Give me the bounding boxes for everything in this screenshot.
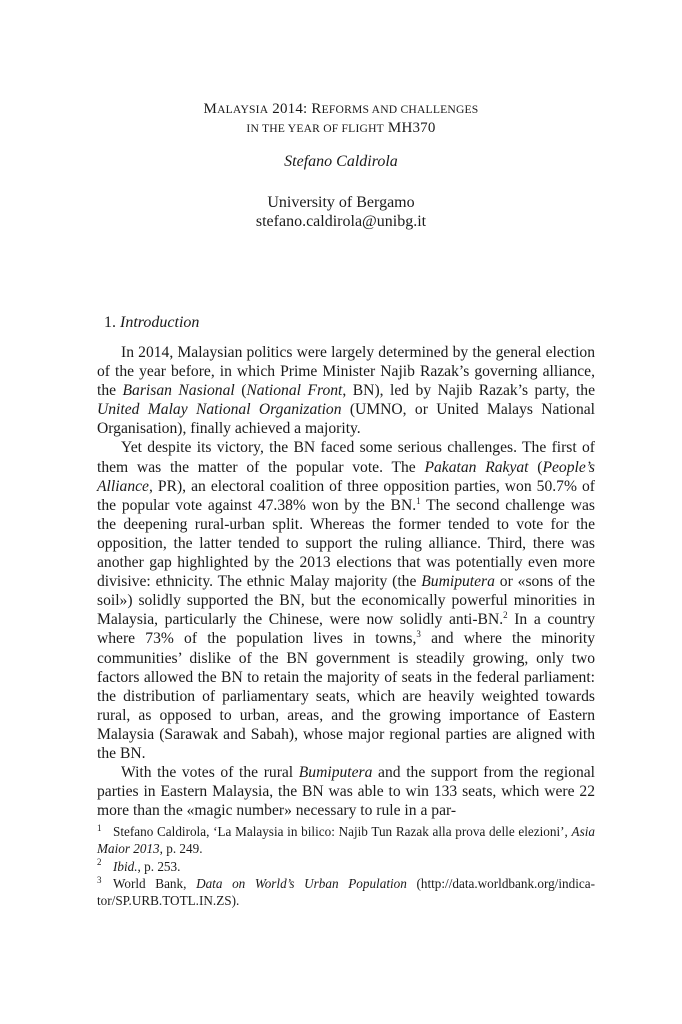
- text-run: , p. 253.: [137, 858, 181, 874]
- text-run: With the votes of the rural: [121, 764, 299, 782]
- text-run: and the support from the regional parties in Eastern Malaysia, the BN was able to win 133 seats, which were 22 more than the «magic number» necessary to rule in a par-: [97, 764, 595, 820]
- italic-run: Bumiputera: [421, 573, 495, 591]
- section-heading: [104, 314, 199, 332]
- author-name: Stefano Caldirola: [284, 153, 398, 170]
- text-run: and where the minority communities’ dislike of the BN government is steadily growing, only two factors allowed the BN to retain the majority of seats in the federal parliament: the distribution of parliamentary seats, which are heavily weighted towards rural, as opposed to urban, areas, and the growing importance of Eastern Malaysia (Sarawak and Sabah), whose major regional parties are aligned with the BN.: [97, 630, 595, 762]
- italic-run: Barisan Nasional: [122, 382, 235, 400]
- title-line-1: [0, 100, 682, 119]
- italic-run: National Front: [246, 382, 343, 400]
- footnote-2: 2 Ibid., p. 253.: [97, 857, 181, 874]
- text-run: In a country where 73% of the population lives in towns,: [97, 611, 595, 648]
- text-run: (: [234, 382, 247, 400]
- italic-run: Bumiputera: [298, 764, 373, 782]
- text-run: (: [528, 458, 543, 476]
- text-run: (UMNO, or United Malays National Organisation), finally achieved a majority.: [97, 401, 595, 438]
- footnote-ref: 3: [416, 629, 421, 640]
- paragraph-2: [97, 438, 595, 763]
- affiliation: University of Bergamo: [267, 194, 415, 211]
- footnote-ref: 2: [503, 610, 508, 621]
- paragraph-1: [97, 343, 595, 438]
- text-run: The second challenge was the deepening rural-urban split. Whereas the former tended to vote for the opposition, the latter tended to support the ruling alliance. Third, there was another gap highlighted by the 2013 elections that was potentially even more divisive: ethnicity. The ethnic Malay majority (the: [97, 496, 595, 591]
- text-run: , BN), led by Najib Razak’s party, the: [342, 382, 596, 400]
- title-cap: M: [203, 101, 218, 117]
- italic-run: Pakatan Rakyat: [424, 458, 529, 476]
- footnote-ref: 1: [416, 495, 421, 506]
- footnote-3: 3 World Bank, Data on World’s Urban Population (http://data.worldbank.org/indicator/SP.URB.TOTL.IN.ZS).: [97, 874, 595, 909]
- title-line-2: [0, 119, 682, 138]
- italic-run: Asia Maior 2013: [97, 824, 595, 857]
- text-run: World Bank,: [113, 875, 197, 891]
- title-smallcaps: IN THE YEAR OF FLIGHT: [246, 122, 384, 135]
- author-email: stefano.caldirola@unibg.it: [255, 213, 427, 230]
- text-run: Yet despite its victory, the BN faced some serious challenges. The first of them was the matter of the popular vote. The: [97, 439, 595, 476]
- title-year: 2014:: [268, 101, 312, 117]
- section-title: Introduction: [120, 314, 200, 331]
- title-smallcaps: ALAYSIA: [217, 103, 269, 116]
- body-text: [97, 343, 595, 820]
- section-number: 1.: [104, 314, 120, 331]
- text-run: Stefano Caldirola, ‘La Malaysia in bilico: Najib Tun Razak alla prova delle elezioni’,: [113, 824, 572, 839]
- text-run: (http://data.worldbank.org/indicator/SP.URB.TOTL.IN.ZS).: [97, 875, 595, 909]
- article-title: [0, 100, 682, 138]
- italic-run: Data on World’s Urban Population: [196, 875, 407, 891]
- italic-run: Ibid.: [113, 858, 138, 874]
- text-run: or «sons of the soil») solidly supported the BN, but the economically powerful minorities in Malaysia, particularly the Chinese, were now solidly anti-BN.: [97, 573, 595, 629]
- title-cap: R: [311, 101, 322, 117]
- italic-run: United Malay National Organization: [97, 401, 342, 419]
- footnote-1: 1 Stefano Caldirola, ‘La Malaysia in bilico: Najib Tun Razak alla prova delle elezioni’, Asia Maior 2013, p. 249.: [97, 822, 595, 857]
- paragraph-3: [97, 763, 595, 820]
- affiliation-block: [0, 193, 682, 231]
- text-run: , PR), an electoral coalition of three opposition parties, won 50.7% of the popular vote against 47.38% won by the BN.: [97, 477, 595, 514]
- title-flight: MH370: [383, 120, 436, 136]
- italic-run: People’s Alliance: [97, 458, 595, 495]
- text-run: , p. 249.: [159, 841, 203, 857]
- footnotes: [97, 823, 595, 909]
- title-smallcaps: EFORMS AND CHALLENGES: [321, 103, 479, 116]
- text-run: In 2014, Malaysian politics were largely determined by the general election of the year before, in which Prime Minister Najib Razak’s governing alliance, the: [97, 344, 595, 400]
